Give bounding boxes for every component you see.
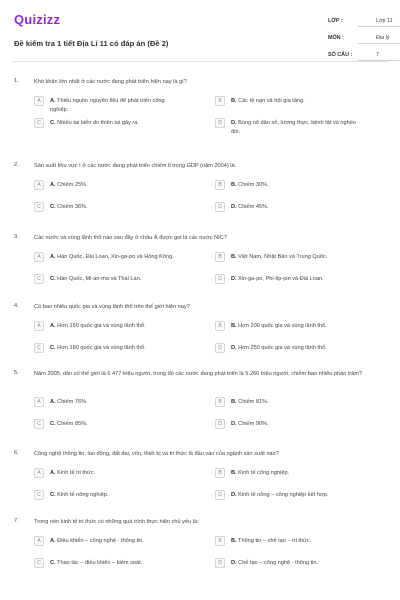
- answer-option-c[interactable]: [34, 118, 194, 136]
- option-letter: D.: [231, 204, 237, 210]
- answer-option-d[interactable]: [215, 274, 375, 292]
- option-checkbox[interactable]: D: [215, 118, 225, 128]
- answer-option-b[interactable]: [215, 321, 375, 339]
- option-text: Bùng nổ dân số, lương thực, bệnh tật và nghèo đói.: [231, 120, 356, 135]
- option-label: [50, 203, 176, 212]
- answer-option-b[interactable]: [215, 252, 375, 270]
- answer-option-a[interactable]: [34, 536, 194, 554]
- answer-option-d[interactable]: [215, 202, 375, 220]
- question-number: 3.: [14, 234, 19, 240]
- question-item: [12, 518, 388, 588]
- option-label: [231, 275, 357, 284]
- question-text: Năm 2005, dân số thế giới là 6 477 triệu người, trong đó các nước đang phát triển là 5.266 triệu người, chiếm bao nhiêu phần trăm?: [34, 371, 363, 377]
- option-text: Chiếm 36%.: [57, 204, 88, 210]
- option-letter: D.: [231, 345, 237, 351]
- question-item: [12, 303, 388, 373]
- option-checkbox[interactable]: A: [34, 536, 44, 546]
- meta-value: Địa lý: [358, 32, 400, 44]
- option-checkbox[interactable]: C: [34, 202, 44, 212]
- option-letter: C.: [50, 492, 56, 498]
- option-letter: B.: [231, 538, 237, 544]
- option-label: [231, 97, 357, 106]
- option-checkbox[interactable]: C: [34, 419, 44, 429]
- option-text: Chiếm 81%.: [238, 399, 269, 405]
- option-letter: A.: [50, 98, 56, 104]
- option-letter: D.: [231, 276, 237, 282]
- answer-option-a[interactable]: [34, 397, 194, 415]
- question-item: [12, 78, 388, 148]
- option-text: Hơn 180 quốc gia và vùng lãnh thổ.: [57, 345, 146, 351]
- option-letter: D.: [231, 421, 237, 427]
- answer-option-b[interactable]: [215, 397, 375, 415]
- answer-option-b[interactable]: [215, 536, 375, 554]
- option-text: Hơn 250 quốc gia và vùng lãnh thổ.: [238, 345, 327, 351]
- option-letter: B.: [231, 323, 237, 329]
- option-letter: B.: [231, 98, 237, 104]
- option-checkbox[interactable]: C: [34, 274, 44, 284]
- option-checkbox[interactable]: A: [34, 96, 44, 106]
- meta-value: 7: [358, 49, 400, 61]
- question-text: Công nghệ thông tin, lao động, đất đai, vốn, thiết bị và tri thức là đầu vào của ngành sản xuất nào?: [34, 451, 279, 457]
- option-label: [50, 344, 176, 353]
- option-text: Kinh tế tri thức.: [57, 470, 96, 476]
- option-checkbox[interactable]: B: [215, 397, 225, 407]
- answer-option-d[interactable]: [215, 343, 375, 361]
- answer-option-c[interactable]: [34, 490, 194, 508]
- answer-option-d[interactable]: [215, 558, 375, 576]
- option-text: Hàn Quốc, Mi-an-ma và Thái Lan.: [57, 276, 142, 282]
- option-label: [50, 559, 176, 568]
- option-text: Các tệ nạn xã hội gia tăng.: [238, 98, 305, 104]
- question-text: Các nước và vùng lãnh thổ nào sau đây ở châu Á được gọi là các nước NIC?: [34, 235, 227, 241]
- option-letter: C.: [50, 421, 56, 427]
- answer-option-a[interactable]: [34, 468, 194, 486]
- meta-row-subject: [328, 31, 400, 45]
- question-item: [12, 234, 388, 304]
- worksheet-header: [12, 8, 393, 62]
- option-checkbox[interactable]: D: [215, 419, 225, 429]
- meta-row-class: [328, 14, 400, 28]
- option-text: Chiếm 45%.: [238, 204, 269, 210]
- option-checkbox[interactable]: D: [215, 490, 225, 500]
- answer-option-d[interactable]: [215, 490, 375, 508]
- option-label: [231, 253, 357, 262]
- meta-value: Lớp 11: [358, 15, 400, 27]
- option-text: Xin-ga-po, Phi-líp-pin và Đài Loan.: [238, 276, 324, 282]
- option-label: [231, 344, 357, 353]
- option-label: [231, 469, 357, 478]
- answer-option-a[interactable]: [34, 252, 194, 270]
- option-checkbox[interactable]: C: [34, 118, 44, 128]
- answer-option-c[interactable]: [34, 202, 194, 220]
- option-letter: D.: [231, 120, 237, 126]
- option-letter: A.: [50, 182, 56, 188]
- option-letter: C.: [50, 204, 56, 210]
- option-checkbox[interactable]: C: [34, 558, 44, 568]
- answer-option-b[interactable]: [215, 180, 375, 198]
- answer-option-c[interactable]: [34, 419, 194, 437]
- option-checkbox[interactable]: A: [34, 397, 44, 407]
- option-label: [231, 322, 357, 331]
- option-checkbox[interactable]: C: [34, 490, 44, 500]
- answer-option-d[interactable]: [215, 419, 375, 437]
- option-checkbox[interactable]: A: [34, 252, 44, 262]
- option-checkbox[interactable]: A: [34, 468, 44, 478]
- option-label: [231, 119, 357, 137]
- option-letter: B.: [231, 470, 237, 476]
- answer-option-c[interactable]: [34, 274, 194, 292]
- option-text: Hơn 150 quốc gia và vùng lãnh thổ.: [57, 323, 146, 329]
- option-label: [231, 398, 357, 407]
- option-text: Chiếm 25%.: [57, 182, 88, 188]
- answer-option-b[interactable]: [215, 96, 375, 114]
- option-text: Nhiều tai biến do thiên tai gây ra.: [57, 120, 139, 126]
- question-item: [12, 450, 388, 520]
- option-text: Điều khiển – công nghệ - thông tin.: [57, 538, 144, 544]
- question-number: 2.: [14, 162, 19, 168]
- option-label: [50, 322, 176, 331]
- question-number: 1.: [14, 78, 19, 84]
- option-label: [50, 537, 176, 546]
- question-number: 6.: [14, 450, 19, 456]
- question-number: 7.: [14, 518, 19, 524]
- option-checkbox[interactable]: D: [215, 343, 225, 353]
- option-text: Kinh tế công nghiệp.: [238, 470, 290, 476]
- option-letter: B.: [231, 399, 237, 405]
- option-letter: B.: [231, 254, 237, 260]
- answer-option-c[interactable]: [34, 343, 194, 361]
- option-label: [50, 469, 176, 478]
- option-text: Chiếm 76%.: [57, 399, 88, 405]
- option-letter: A.: [50, 538, 56, 544]
- question-number: 4.: [14, 303, 19, 309]
- meta-label: SỐ CÂU :: [328, 52, 353, 58]
- option-text: Thao tác – điều khiển – kiểm soát.: [57, 560, 143, 566]
- option-text: Kinh tế nông – công nghiệp kết hợp.: [238, 492, 329, 498]
- option-checkbox[interactable]: B: [215, 536, 225, 546]
- question-text: Sản xuất khu vực I ở các nước đang phát triển chiếm tỉ trọng GDP (năm 2004) là:: [34, 163, 237, 169]
- meta-label: LỚP :: [328, 18, 343, 24]
- option-checkbox[interactable]: B: [215, 321, 225, 331]
- option-letter: A.: [50, 399, 56, 405]
- option-letter: D.: [231, 492, 237, 498]
- meta-panel: [328, 14, 400, 65]
- option-label: [231, 203, 357, 212]
- option-text: Chiếm 30%.: [238, 182, 269, 188]
- option-checkbox[interactable]: A: [34, 180, 44, 190]
- option-checkbox[interactable]: B: [215, 252, 225, 262]
- option-text: Việt Nam, Nhật Bản và Trung Quốc.: [238, 254, 328, 260]
- option-letter: A.: [50, 470, 56, 476]
- option-text: Hơn 200 quốc gia và vùng lãnh thổ.: [238, 323, 327, 329]
- option-label: [231, 420, 357, 429]
- question-item: [12, 162, 388, 232]
- option-letter: A.: [50, 323, 56, 329]
- option-text: Chiếm 90%.: [238, 421, 269, 427]
- page-title: Đề kiểm tra 1 tiết Địa Lí 11 có đáp án (Đề 2): [14, 39, 169, 48]
- meta-row-question-count: [328, 48, 400, 62]
- option-text: Chế tạo – công nghệ - thông tin.: [238, 560, 319, 566]
- option-text: Kinh tế nông nghiệp.: [57, 492, 109, 498]
- option-label: [231, 491, 357, 500]
- answer-option-a[interactable]: [34, 96, 194, 114]
- option-checkbox[interactable]: D: [215, 558, 225, 568]
- option-letter: C.: [50, 276, 56, 282]
- option-letter: C.: [50, 560, 56, 566]
- question-item: [12, 370, 388, 440]
- answer-option-a[interactable]: [34, 321, 194, 339]
- answer-option-b[interactable]: [215, 468, 375, 486]
- option-checkbox[interactable]: B: [215, 180, 225, 190]
- option-text: Hàn Quốc, Đài Loan, Xin-ga-po và Hồng Kông.: [57, 254, 174, 260]
- answer-option-d[interactable]: [215, 118, 375, 136]
- option-text: Thông tin – chế tạo – tri thức.: [238, 538, 312, 544]
- question-text: Trong nền kinh tế tri thức có những quá trình thực hiện chủ yếu là:: [34, 519, 199, 525]
- option-label: [50, 420, 176, 429]
- option-letter: C.: [50, 120, 56, 126]
- quizizz-logo: Quizizz: [14, 12, 61, 27]
- answer-option-a[interactable]: [34, 180, 194, 198]
- option-checkbox[interactable]: D: [215, 274, 225, 284]
- option-label: [50, 275, 176, 284]
- option-checkbox[interactable]: C: [34, 343, 44, 353]
- option-label: [231, 559, 357, 568]
- option-checkbox[interactable]: B: [215, 96, 225, 106]
- option-label: [231, 181, 357, 190]
- option-label: [50, 119, 176, 128]
- option-label: [50, 97, 176, 115]
- option-label: [50, 253, 176, 262]
- option-checkbox[interactable]: B: [215, 468, 225, 478]
- answer-option-c[interactable]: [34, 558, 194, 576]
- option-text: Chiếm 85%.: [57, 421, 88, 427]
- meta-label: MÔN :: [328, 35, 344, 41]
- option-letter: B.: [231, 182, 237, 188]
- option-label: [50, 398, 176, 407]
- option-checkbox[interactable]: A: [34, 321, 44, 331]
- option-label: [231, 537, 357, 546]
- option-label: [50, 181, 176, 190]
- option-letter: A.: [50, 254, 56, 260]
- option-letter: D.: [231, 560, 237, 566]
- option-text: Thiếu nguồn nguyên liệu để phát triển công nghiệp.: [50, 98, 165, 113]
- question-number: 5.: [14, 370, 19, 376]
- option-label: [50, 491, 176, 500]
- question-text: Khó khăn lớn nhất ở các nước đang phát triển hiện nay là gì?: [34, 79, 187, 85]
- option-checkbox[interactable]: D: [215, 202, 225, 212]
- option-letter: C.: [50, 345, 56, 351]
- question-text: Có bao nhiêu quốc gia và vùng lãnh thổ trên thế giới hiện nay?: [34, 304, 190, 310]
